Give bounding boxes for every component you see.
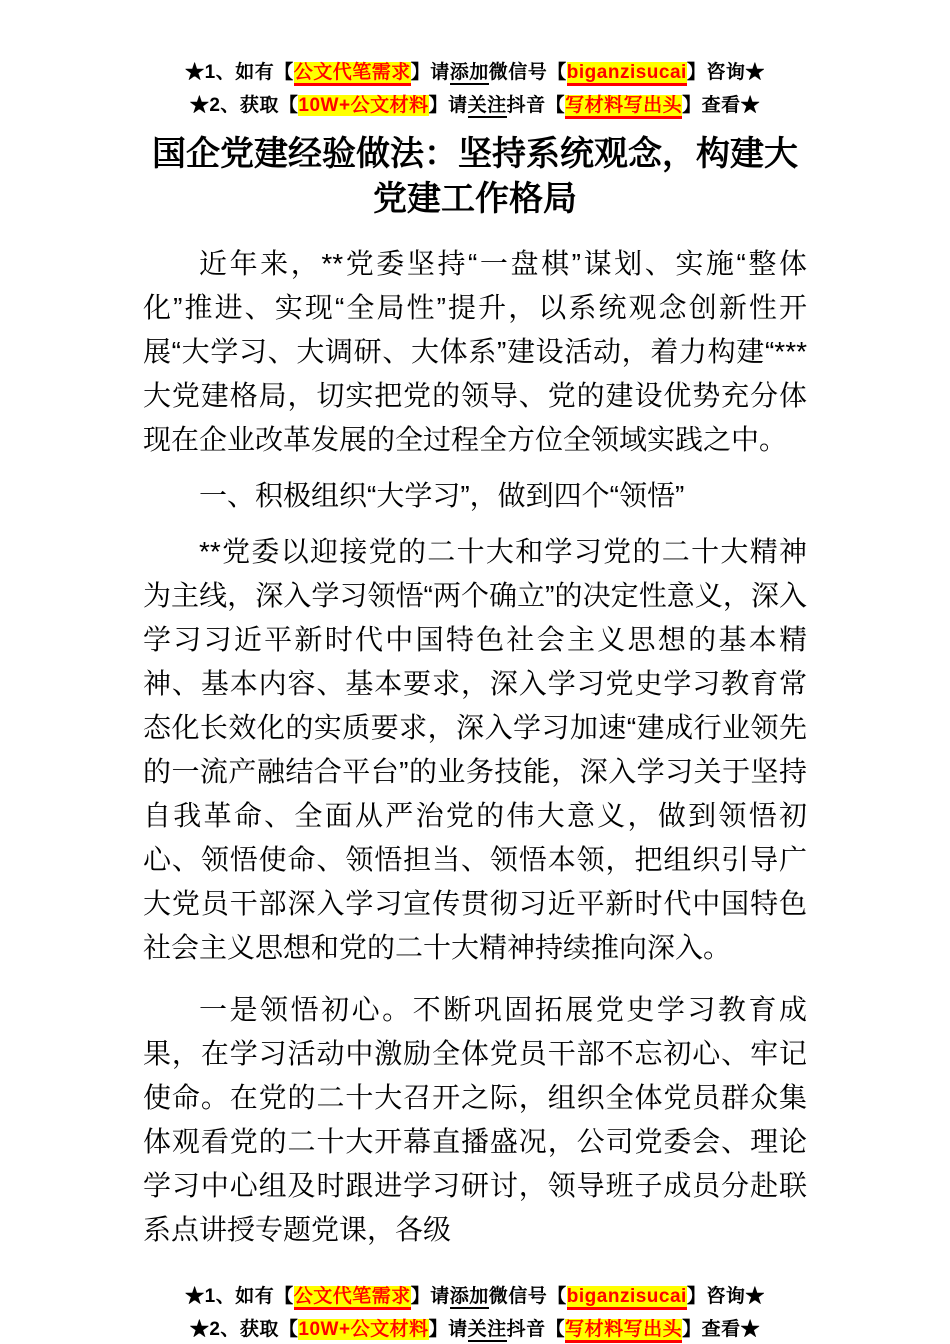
- promo1-highlight-service: 公文代笔需求: [294, 62, 411, 86]
- promo2-underline-follow: 关注: [467, 1319, 507, 1340]
- promo1-underline-add: 添加: [449, 62, 489, 83]
- promo1-suffix: 】咨询★: [686, 1286, 765, 1307]
- promo1-mid2: 微信号【: [488, 62, 567, 83]
- footer-promo-line-2: [0, 1313, 950, 1344]
- promo1-highlight-service: 公文代笔需求: [294, 1286, 411, 1310]
- promo2-mid2: 抖音【: [506, 95, 566, 116]
- promo2-prefix: ★2、获取【: [189, 95, 299, 116]
- promo1-mid1: 】请: [410, 62, 450, 83]
- promo1-underline-add: 添加: [449, 1286, 489, 1307]
- promo2-mid1: 】请: [428, 95, 468, 116]
- promo2-highlight-douyin-id: 写材料写出头: [565, 1319, 682, 1343]
- promo2-highlight-materials: 10W+公文材料: [298, 1319, 429, 1340]
- promo2-suffix: 】查看★: [682, 1319, 761, 1340]
- document-title: 国企党建经验做法：坚持系统观念，构建大党建工作格局: [152, 135, 798, 218]
- promo2-mid2: 抖音【: [506, 1319, 566, 1340]
- section-heading: 一、积极组织“大学习”，做到四个“领悟”: [199, 480, 685, 511]
- paragraph-intro: 近年来，**党委坚持“一盘棋”谋划、实施“整体化”推进、实现“全局性”提升，以系统观念创新性开展“大学习、大调研、大体系”建设活动，着力构建“***大党建格局，切实把党的领导、党的建设优势充分体现在企业改革发展的全过程全方位全领域实践之中。: [143, 248, 807, 455]
- promo2-underline-follow: 关注: [467, 95, 507, 116]
- paragraph-point-one: 一是领悟初心。不断巩固拓展党史学习教育成果，在学习活动中激励全体党员干部不忘初心、牢记使命。在党的二十大召开之际，组织全体党员群众集体观看党的二十大开幕直播盛况，公司党委会、理论学习中心组及时跟进学习研讨，领导班子成员分赴联系点讲授专题党课，各级: [143, 994, 807, 1245]
- promo1-prefix: ★1、如有【: [185, 1286, 294, 1307]
- header-promo-line-1: [0, 56, 950, 89]
- promo2-highlight-douyin-id: 写材料写出头: [565, 95, 682, 119]
- promo1-mid2: 微信号【: [488, 1286, 567, 1307]
- promo1-highlight-wechat-id: biganzisucai: [567, 1286, 687, 1310]
- promo1-prefix: ★1、如有【: [185, 62, 294, 83]
- footer-promo-line-1: [0, 1280, 950, 1313]
- promo1-suffix: 】咨询★: [686, 62, 765, 83]
- promo2-mid1: 】请: [428, 1319, 468, 1340]
- promo2-prefix: ★2、获取【: [189, 1319, 299, 1340]
- promo2-suffix: 】查看★: [682, 95, 761, 116]
- promo1-highlight-wechat-id: biganzisucai: [567, 62, 687, 86]
- footer-promo: [0, 1280, 950, 1344]
- promo1-mid1: 】请: [410, 1286, 450, 1307]
- header-promo-line-2: [0, 89, 950, 122]
- paragraph-section-one: **党委以迎接党的二十大和学习党的二十大精神为主线，深入学习领悟“两个确立”的决定性意义，深入学习习近平新时代中国特色社会主义思想的基本精神、基本内容、基本要求，深入学习党史学习教育常态化长效化的实质要求，深入学习加速“建成行业领先的一流产融结合平台”的业务技能，深入学习关于坚持自我革命、全面从严治党的伟大意义，做到领悟初心、领悟使命、领悟担当、领悟本领，把组织引导广大党员干部深入学习宣传贯彻习近平新时代中国特色社会主义思想和党的二十大精神持续推向深入。: [143, 536, 807, 963]
- document-body: [143, 242, 807, 1252]
- promo2-highlight-materials: 10W+公文材料: [298, 95, 429, 116]
- header-promo: [0, 56, 950, 122]
